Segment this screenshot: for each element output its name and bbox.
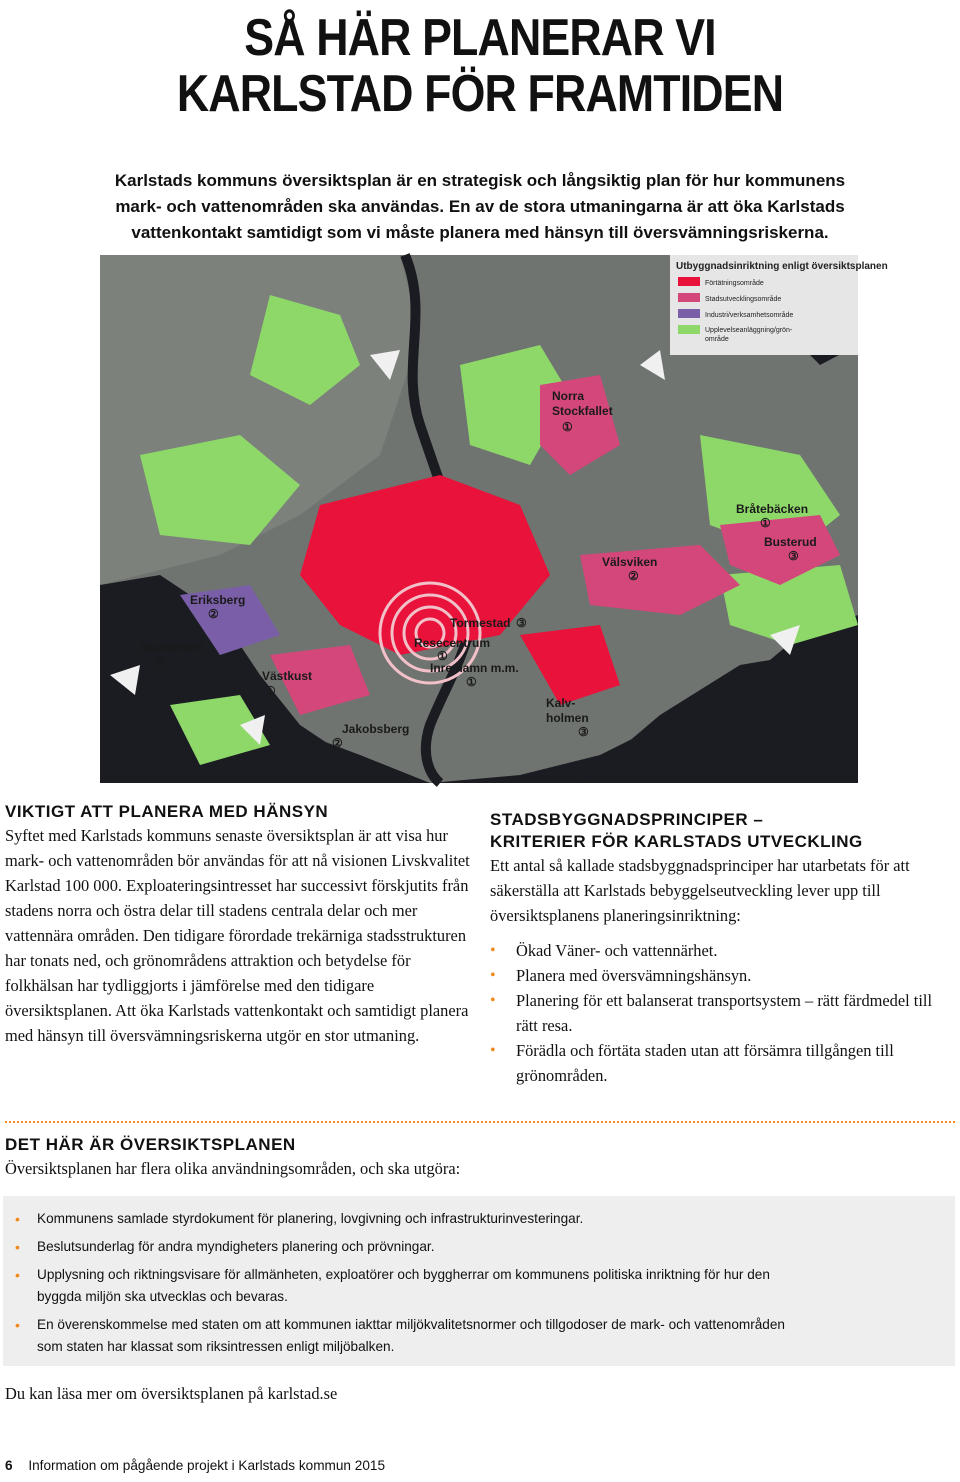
dotted-divider — [5, 1121, 955, 1123]
heading-principer-1: STADSBYGGNADSPRINCIPER – — [490, 810, 764, 829]
intro-line: Karlstads kommuns översiktsplan är en strategisk och långsiktig plan för hur kommunens — [114, 171, 846, 190]
place-label: Inre hamn m.m. — [430, 661, 519, 675]
list-item: • Förädla och förtäta staden utan att försämra tillgången till grönområden. — [490, 1038, 950, 1088]
legend-title: Utbyggnadsinriktning enligt översiktsplanen — [676, 261, 888, 272]
place-label: Eriksberg — [190, 593, 246, 607]
map-image — [100, 255, 888, 783]
list-item: • Kommunens samlade styrdokument för planering, lovgivning och infrastrukturinvesteringar. — [3, 1208, 797, 1230]
place-label: holmen — [546, 711, 589, 725]
list-item: • Planering för ett balanserat transportsystem – rätt färdmedel till rätt resa. — [490, 988, 950, 1038]
place-label: Tormestad — [450, 616, 511, 630]
right-column — [490, 809, 950, 1088]
page-footer — [5, 1458, 385, 1473]
place-label: Kalv- — [546, 696, 576, 710]
place-label: Välsviken — [602, 555, 658, 569]
place-number: ② — [208, 607, 219, 621]
intro-line: vattenkontakt samtidigt som vi måste planera med hänsyn till översvämningsriskerna. — [131, 223, 829, 242]
left-column — [5, 801, 473, 1048]
place-number: ① — [155, 655, 166, 669]
place-label: Stockfallet — [552, 404, 613, 418]
heading-oversiktsplanen: DET HÄR ÄR ÖVERSIKTSPLANEN — [5, 1135, 296, 1154]
place-number: ③ — [788, 549, 799, 563]
list-item: • Ökad Väner- och vattennärhet. — [490, 938, 950, 963]
place-label: Bråtebäcken — [736, 502, 809, 516]
principles-list — [490, 938, 950, 1088]
place-number: ① — [265, 684, 276, 698]
section-oversiktsplanen — [5, 1134, 945, 1181]
place-number: ③ — [578, 725, 589, 739]
legend-item: Industri/verksamhetsområde — [705, 312, 794, 319]
overview-map — [100, 255, 888, 783]
uses-box — [3, 1196, 955, 1366]
page-title — [67, 10, 893, 122]
place-label: Resecentrum — [414, 636, 491, 650]
title-line-1: SÅ HÄR PLANERAR VI — [244, 9, 716, 67]
place-number: ② — [628, 569, 639, 583]
place-number: ① — [437, 649, 448, 663]
legend-item: Stadsutvecklingsområde — [705, 296, 782, 303]
place-label: Västkust — [262, 669, 313, 683]
place-number: ① — [562, 420, 573, 434]
legend-item: Upplevelseanläggning/grön- — [705, 327, 793, 334]
place-number: ② — [332, 736, 343, 750]
place-label: Norra — [552, 389, 585, 403]
heading-viktigt: VIKTIGT ATT PLANERA MED HÄNSYN — [5, 802, 329, 821]
place-label: Busterud — [764, 535, 817, 549]
place-label: Jakobsberg — [342, 722, 410, 736]
uses-list — [3, 1196, 955, 1358]
read-more-text: Du kan läsa mer om översiktsplanen på karlstad.se — [5, 1384, 338, 1403]
right-body-text: Ett antal så kallade stadsbyggnadsprinciper har utarbetats för att säkerställa att Karlstads bebyggelseutveckling lever upp till översiktsplanens planeringsinriktning: — [490, 856, 910, 925]
list-item: • En överenskommelse med staten om att kommunen iakttar miljökvalitetsnormer och tillgodoser de mark- och vattenområden som staten har klassat som riksintressen enligt miljöbalken. — [3, 1314, 797, 1358]
page-number: 6 — [5, 1458, 13, 1473]
left-body-text: Syftet med Karlstads kommuns senaste översiktsplan är att visa hur mark- och vattenområden bör användas för att nå visionen Livskvalitet Karlstad 100 000. Exploateringsintresset har successivt förskjutits från stadens norra och östra delar till stadens centrala delar och mer vattennära områden. Den tidigare förordade trekärniga stadsstrukturen har tonats ned, och grönområdens attraktion och betydelse för folkhälsan har tydliggjorts i jämförelse med den tidigare översiktsplanen. Att öka Karlstads vattenkontakt och samtidigt planera med hänsyn till översvämningsriskerna utgör en stor utmaning. — [5, 826, 470, 1045]
place-number: ③ — [516, 616, 527, 630]
list-item: • Upplysning och riktningsvisare för allmänheten, exploatörer och byggherrar om kommunens politiska inriktning för hur den byggda miljön ska utvecklas och bevaras. — [3, 1264, 797, 1308]
legend-item: Förtätningsområde — [705, 280, 764, 287]
intro-line: mark- och vattenområden ska användas. En av de stora utmaningarna är att öka Karlstads — [115, 197, 845, 216]
place-number: ① — [466, 675, 477, 689]
place-label: Skutberget — [140, 640, 203, 654]
legend-item-cont: område — [705, 336, 729, 343]
place-number: ① — [760, 516, 771, 530]
footer-text: Information om pågående projekt i Karlstads kommun 2015 — [28, 1458, 386, 1473]
heading-principer-2: KRITERIER FÖR KARLSTADS UTVECKLING — [490, 832, 863, 851]
section-lead: Översiktsplanen har flera olika användningsområden, och ska utgöra: — [5, 1159, 461, 1178]
title-line-2: KARLSTAD FÖR FRAMTIDEN — [176, 65, 784, 123]
intro-text — [20, 168, 940, 246]
list-item: • Beslutsunderlag för andra myndigheters planering och prövningar. — [3, 1236, 797, 1258]
list-item: • Planera med översvämningshänsyn. — [490, 963, 950, 988]
